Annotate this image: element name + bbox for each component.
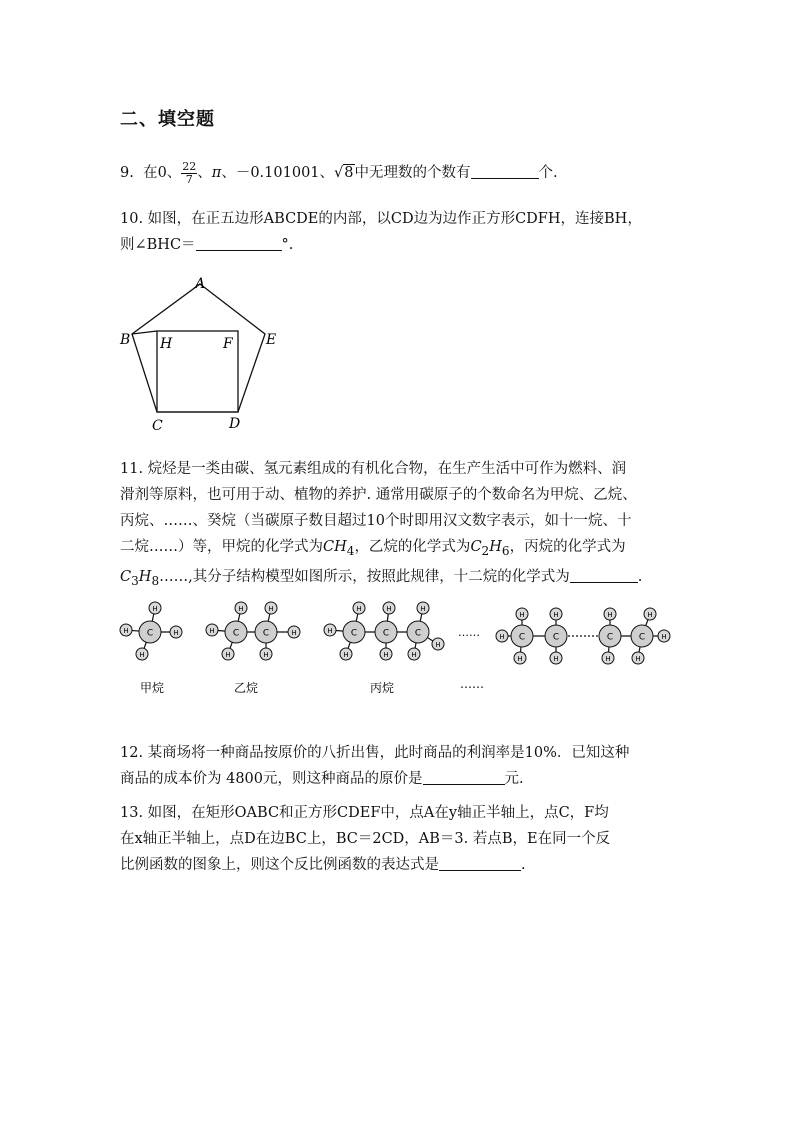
carbon-atom-label: C [518,632,526,643]
hydrogen-atom-label: H [435,641,441,649]
pentagon-shape [132,284,265,412]
carbon-atom-label: C [414,628,422,639]
hydrogen-atom-label: H [173,629,179,637]
caption-1: 甲烷 [140,681,165,695]
hydrogen-atom-label: H [420,605,426,613]
label-e: E [266,332,277,348]
hydrogen-atom-label: H [238,605,244,613]
figure-alkane-models [110,596,690,706]
q9-pi: π [211,165,222,181]
hydrogen-atom-label: H [517,655,523,663]
hydrogen-atom-label: H [553,655,559,663]
hydrogen-atom-label: H [411,651,417,659]
q13-answer-blank[interactable] [439,854,521,871]
carbon-atom-label: C [638,632,646,643]
q11-line2: 滑剂等原料，也可用于动、植物的养护. 通常用碳原子的个数命名为甲烷、乙烷、 [120,487,637,503]
q9-answer-blank[interactable] [471,162,539,179]
q10-line2-post: °. [281,237,294,253]
section-title: 二、填空题 [120,109,215,130]
label-d: D [229,416,241,432]
hydrogen-atom-label: H [519,611,525,619]
q13-line2: 在x轴正半轴上，点D在边BC上，BC＝2CD，AB＝3. 若点B，E在同一个反 [120,831,611,847]
hydrogen-atom-label: H [356,605,362,613]
question-10 [120,206,680,258]
caption-2: 乙烷 [234,681,259,695]
carbon-atom-label: C [350,628,358,639]
hydrogen-atom-label: H [661,633,667,641]
q12-answer-blank[interactable] [423,768,505,785]
hydrogen-atom-label: H [263,651,269,659]
q9-sqrt-arg: 8 [344,165,354,181]
hydrogen-atom-label: H [635,655,641,663]
q9-number: 9. [120,165,134,181]
ellipsis-1: …… [458,626,480,639]
q10-line2-pre: 则∠BHC＝ [120,237,196,253]
hydrogen-atom-label: H [386,605,392,613]
q9-item-zero: 0 [157,165,167,181]
q9-text-mid: 中无理数的个数有 [354,165,471,181]
q10-answer-blank[interactable] [196,234,282,251]
carbon-atom-label: C [146,628,154,639]
hydrogen-atom-label: H [605,655,611,663]
caption-4: …… [460,677,484,691]
caption-3: 丙烷 [370,681,395,695]
q11-line4-b: ，乙烷的化学式为 [354,539,471,555]
q11-formula-ch4: CH [323,539,347,555]
q13-line3-pre: 比例函数的图象上，则这个反比例函数的表达式是 [120,857,439,873]
label-f: F [223,336,233,352]
carbon-atom-label: C [382,628,390,639]
hydrogen-atom-label: H [139,651,145,659]
hydrogen-atom-label: H [209,627,215,635]
q9-text-pre: 在 [143,165,158,181]
hydrogen-atom-label: H [553,611,559,619]
question-13 [120,800,680,878]
hydrogen-atom-label: H [607,611,613,619]
hydrogen-atom-label: H [327,627,333,635]
hydrogen-atom-label: H [291,629,297,637]
label-b: B [120,332,131,348]
question-9: 9. 在0、 $\frac{22}{7}$ 、π、－0.101001、√8中无理数的个数有 个. [120,159,558,186]
hydrogen-atom-label: H [152,605,158,613]
hydrogen-atom-label: H [647,611,653,619]
q11-line4-a: 二烷……）等，甲烷的化学式为 [120,539,323,555]
carbon-atom-label: C [552,632,560,643]
q13-line3-post: . [521,857,526,873]
q9-text-post: 个. [538,165,558,181]
hydrogen-atom-label: H [268,605,274,613]
q9-sqrt-sign: √ [334,165,344,181]
q13-line1: 13. 如图，在矩形OABC和正方形CDEF中，点A在y轴正半轴上，点C，F均 [120,805,609,821]
q11-line4-c: ，丙烷的化学式为 [509,539,626,555]
q12-line1: 12. 某商场将一种商品按原价的八折出售，此时商品的利润率是10%．已知这种 [120,745,630,761]
q9-fraction: $\frac{22}{7}$ [182,159,197,186]
q11-line1: 11. 烷烃是一类由碳、氢元素组成的有机化合物，在生产生活中可作为燃料、润 [120,461,627,477]
figure-pentagon-square [110,272,300,437]
hydrogen-atom-label: H [123,627,129,635]
label-a: A [195,276,206,292]
q12-line2-pre: 商品的成本价为 4800元，则这种商品的原价是 [120,771,423,787]
hydrogen-atom-label: H [383,651,389,659]
hydrogen-atom-label: H [343,651,349,659]
q11-line3: 丙烷、……、癸烷（当碳原子数目超过10个时即用汉文数字表示，如十一烷、十 [120,513,632,529]
carbon-atom-label: C [606,632,614,643]
q11-answer-blank[interactable] [570,566,638,583]
label-h: H [160,336,173,352]
q12-line2-post: 元. [504,771,524,787]
carbon-atom-label: C [232,628,240,639]
question-11: 11. 烷烃是一类由碳、氢元素组成的有机化合物，在生产生活中可作为燃料、润 滑剂等原料，也可用于动、植物的养护. 通常用碳原子的个数命名为甲烷、乙烷、 丙烷、……、癸烷（当碳原子数目超过10个时即用汉文数字表示，如十一烷、十 二烷……）等，甲烷的化学式为$CH_4$，乙烷的化学式为$C_2H_6$，丙烷的化学式为 $C_3H_8\dots\dots$,其分子结构模型如图所示，按照此规律，十二烷的化学式为 . [120,456,680,594]
q10-line1: 10. 如图，在正五边形ABCDE的内部，以CD边为边作正方形CDFH，连接BH， [120,211,642,227]
q11-line5: ……,其分子结构模型如图所示，按照此规律，十二烷的化学式为 [159,568,570,585]
hydrogen-atom-label: H [499,633,505,641]
question-12 [120,740,680,792]
q9-decimal: －0.101001 [235,165,320,181]
label-c: C [152,418,163,434]
hydrogen-atom-label: H [225,651,231,659]
carbon-atom-label: C [262,628,270,639]
